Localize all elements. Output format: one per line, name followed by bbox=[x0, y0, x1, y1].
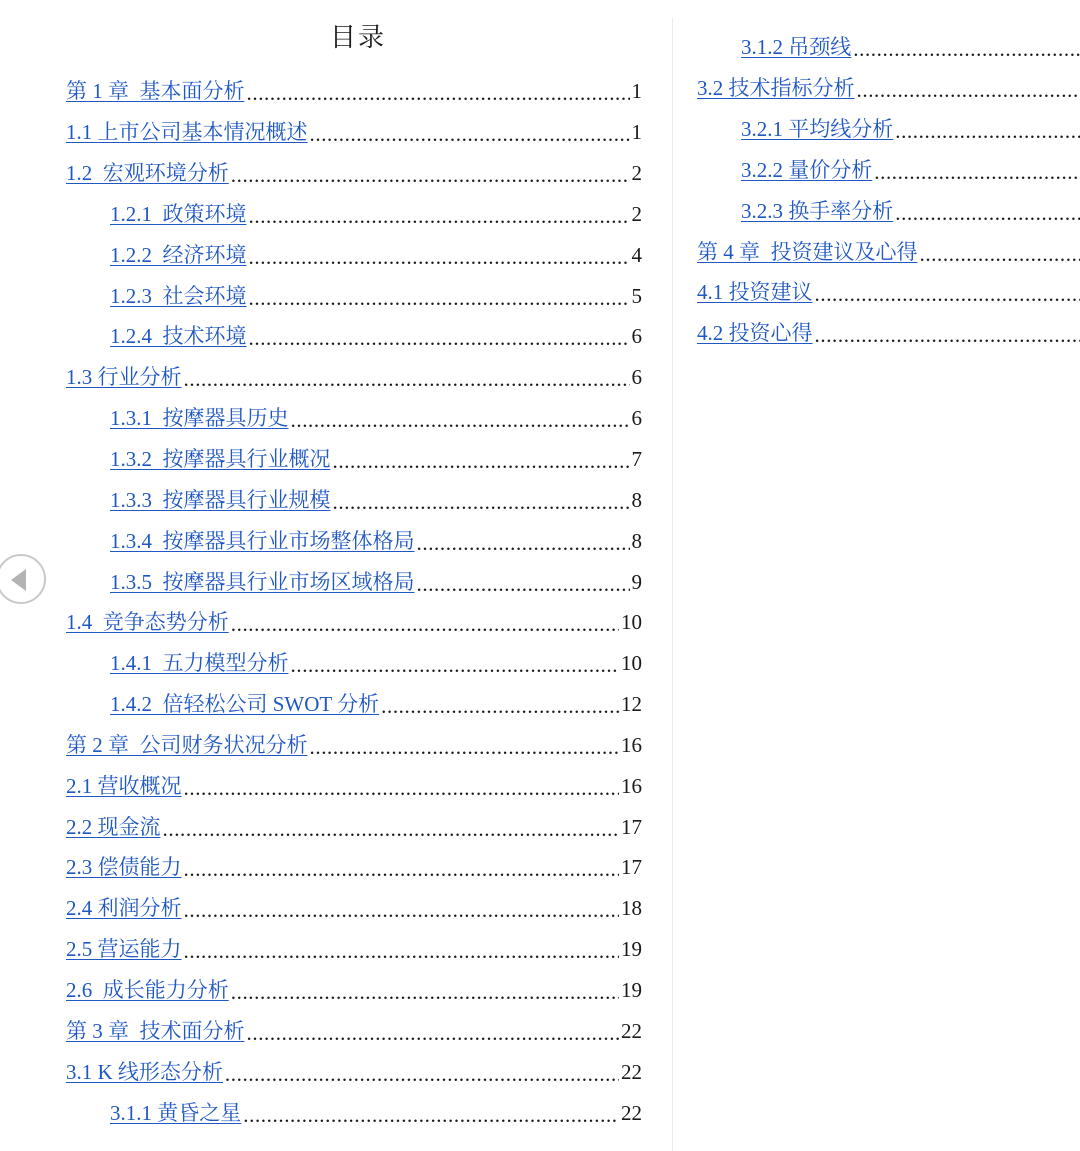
toc-entry[interactable] bbox=[673, 27, 1080, 68]
toc-entry[interactable] bbox=[0, 684, 672, 725]
toc-entry-link[interactable]: 1.3.1 按摩器具历史 bbox=[110, 406, 289, 431]
toc-dot-leader bbox=[231, 162, 630, 188]
toc-entry[interactable] bbox=[673, 231, 1080, 272]
toc-page-number: 19 bbox=[621, 937, 642, 962]
toc-entry-link[interactable]: 4.2 投资心得 bbox=[697, 321, 813, 346]
toc-dot-leader bbox=[247, 80, 630, 106]
toc-dot-leader bbox=[381, 693, 619, 719]
toc-entry-link[interactable]: 2.5 营运能力 bbox=[66, 937, 182, 962]
toc-page-number: 22 bbox=[621, 1018, 642, 1043]
toc-entry[interactable] bbox=[0, 398, 672, 439]
toc-page-number: 6 bbox=[631, 324, 642, 349]
toc-dot-leader bbox=[920, 241, 1080, 267]
toc-entry-link[interactable]: 3.2.3 换手率分析 bbox=[741, 198, 894, 223]
toc-entry[interactable] bbox=[673, 68, 1080, 109]
toc-entry-link[interactable]: 1.3.2 按摩器具行业概况 bbox=[110, 447, 331, 472]
toc-entry[interactable] bbox=[0, 602, 672, 643]
toc-title: 目录 bbox=[329, 23, 386, 52]
toc-entry[interactable] bbox=[0, 316, 672, 357]
toc-page-number: 7 bbox=[631, 447, 642, 472]
toc-entry-link[interactable]: 2.1 营收概况 bbox=[66, 773, 182, 798]
toc-dot-leader bbox=[291, 407, 630, 433]
toc-entry[interactable] bbox=[0, 112, 672, 153]
toc-page-number: 22 bbox=[621, 1100, 642, 1125]
toc-dot-leader bbox=[249, 285, 630, 311]
toc-entry-link[interactable]: 1.1 上市公司基本情况概述 bbox=[66, 120, 308, 145]
toc-entry-link[interactable]: 3.2.2 量价分析 bbox=[741, 157, 873, 182]
toc-entry-link[interactable]: 1.2.1 政策环境 bbox=[110, 201, 247, 226]
toc-dot-leader bbox=[225, 1061, 619, 1087]
toc-page-number: 5 bbox=[631, 283, 642, 308]
toc-page-number: 8 bbox=[631, 487, 642, 512]
toc-entry[interactable] bbox=[0, 275, 672, 316]
toc-dot-leader bbox=[857, 77, 1080, 103]
toc-entry-link[interactable]: 1.2.3 社会环境 bbox=[110, 283, 247, 308]
toc-entry-link[interactable]: 3.1.1 黄昏之星 bbox=[110, 1100, 242, 1125]
toc-entry[interactable] bbox=[0, 1010, 672, 1051]
toc-page-number: 6 bbox=[631, 406, 642, 431]
toc-entry-link[interactable]: 3.1 K 线形态分析 bbox=[66, 1059, 223, 1084]
toc-entry-link[interactable]: 1.2.2 经济环境 bbox=[110, 242, 247, 267]
toc-entry[interactable] bbox=[0, 765, 672, 806]
toc-entry-link[interactable]: 1.3.5 按摩器具行业市场区域格局 bbox=[110, 569, 415, 594]
toc-entry-link[interactable]: 2.3 偿债能力 bbox=[66, 855, 182, 880]
toc-entry-link[interactable]: 1.2 宏观环境分析 bbox=[66, 161, 229, 186]
toc-dot-leader bbox=[333, 489, 630, 515]
toc-entry[interactable] bbox=[0, 234, 672, 275]
toc-dot-leader bbox=[184, 856, 620, 882]
toc-entry[interactable] bbox=[0, 1051, 672, 1092]
toc-entry[interactable] bbox=[0, 520, 672, 561]
toc-dot-leader bbox=[815, 322, 1080, 348]
toc-entry-link[interactable]: 1.3.3 按摩器具行业规模 bbox=[110, 487, 331, 512]
toc-page-number: 6 bbox=[631, 365, 642, 390]
toc-entry[interactable] bbox=[0, 970, 672, 1011]
toc-dot-leader bbox=[249, 203, 630, 229]
toc-dot-leader bbox=[243, 1102, 619, 1128]
toc-dot-leader bbox=[874, 159, 1080, 185]
toc-page-number: 17 bbox=[621, 855, 642, 880]
toc-entry-link[interactable]: 3.2.1 平均线分析 bbox=[741, 117, 894, 142]
toc-page-number: 10 bbox=[621, 610, 642, 635]
toc-entry[interactable] bbox=[673, 109, 1080, 150]
toc-entry-link[interactable]: 1.3.4 按摩器具行业市场整体格局 bbox=[110, 528, 415, 553]
chevron-left-icon bbox=[11, 569, 26, 591]
toc-dot-leader bbox=[184, 897, 620, 923]
toc-page-number: 16 bbox=[621, 732, 642, 757]
toc-dot-leader bbox=[895, 118, 1080, 144]
toc-page-number: 17 bbox=[621, 814, 642, 839]
toc-entry[interactable] bbox=[673, 190, 1080, 231]
toc-list-left bbox=[0, 71, 672, 1133]
toc-dot-leader bbox=[417, 530, 630, 556]
toc-entry[interactable] bbox=[0, 561, 672, 602]
toc-dot-leader bbox=[231, 611, 619, 637]
toc-entry-link[interactable]: 1.4.2 倍轻松公司 SWOT 分析 bbox=[110, 692, 380, 717]
toc-entry[interactable] bbox=[0, 929, 672, 970]
toc-entry[interactable] bbox=[673, 313, 1080, 354]
toc-entry[interactable] bbox=[0, 888, 672, 929]
toc-page-number: 16 bbox=[621, 773, 642, 798]
toc-dot-leader bbox=[895, 200, 1080, 226]
toc-entry[interactable] bbox=[0, 439, 672, 480]
toc-dot-leader bbox=[184, 775, 620, 801]
toc-entry[interactable] bbox=[0, 357, 672, 398]
toc-entry-link[interactable]: 第 3 章 技术面分析 bbox=[66, 1018, 245, 1043]
toc-entry-link[interactable]: 4.1 投资建议 bbox=[697, 280, 813, 305]
toc-dot-leader bbox=[163, 816, 620, 842]
toc-page-number: 12 bbox=[621, 692, 642, 717]
toc-dot-leader bbox=[333, 448, 630, 474]
toc-page-number: 2 bbox=[631, 201, 642, 226]
toc-dot-leader bbox=[417, 571, 630, 597]
toc-list-right bbox=[673, 27, 1080, 354]
toc-entry-link[interactable]: 第 4 章 投资建议及心得 bbox=[697, 239, 918, 264]
toc-page-number: 8 bbox=[631, 528, 642, 553]
toc-entry-link[interactable]: 2.4 利润分析 bbox=[66, 896, 182, 921]
toc-dot-leader bbox=[184, 366, 630, 392]
toc-entry-link[interactable]: 1.2.4 技术环境 bbox=[110, 324, 247, 349]
toc-entry[interactable] bbox=[0, 643, 672, 684]
toc-entry[interactable] bbox=[0, 194, 672, 235]
toc-entry-link[interactable]: 1.3 行业分析 bbox=[66, 365, 182, 390]
toc-entry[interactable] bbox=[0, 806, 672, 847]
toc-entry-link[interactable]: 2.6 成长能力分析 bbox=[66, 977, 229, 1002]
toc-dot-leader bbox=[815, 281, 1080, 307]
toc-page-number: 1 bbox=[631, 79, 642, 104]
toc-page-number: 2 bbox=[631, 161, 642, 186]
toc-entry[interactable] bbox=[0, 847, 672, 888]
toc-dot-leader bbox=[231, 979, 619, 1005]
toc-entry[interactable] bbox=[0, 1092, 672, 1133]
toc-entry[interactable] bbox=[0, 71, 672, 112]
toc-entry[interactable] bbox=[673, 150, 1080, 191]
toc-page-number: 19 bbox=[621, 977, 642, 1002]
toc-dot-leader bbox=[310, 121, 630, 147]
toc-dot-leader bbox=[249, 244, 630, 270]
toc-entry-link[interactable]: 1.4 竞争态势分析 bbox=[66, 610, 229, 635]
toc-dot-leader bbox=[249, 325, 630, 351]
toc-page-number: 18 bbox=[621, 896, 642, 921]
toc-entry[interactable] bbox=[0, 479, 672, 520]
toc-entry-link[interactable]: 2.2 现金流 bbox=[66, 814, 161, 839]
toc-page-number: 1 bbox=[631, 120, 642, 145]
toc-page-number: 9 bbox=[631, 569, 642, 594]
toc-entry-link[interactable]: 3.2 技术指标分析 bbox=[697, 76, 855, 101]
toc-entry[interactable] bbox=[673, 272, 1080, 313]
toc-entry-link[interactable]: 第 2 章 公司财务状况分析 bbox=[66, 732, 308, 757]
toc-entry-link[interactable]: 3.1.2 吊颈线 bbox=[741, 35, 852, 60]
toc-dot-leader bbox=[853, 36, 1080, 62]
toc-dot-leader bbox=[291, 652, 620, 678]
toc-page-number: 22 bbox=[621, 1059, 642, 1084]
document-page-right bbox=[673, 0, 1080, 1151]
toc-entry-link[interactable]: 1.4.1 五力模型分析 bbox=[110, 651, 289, 676]
toc-entry-link[interactable]: 第 1 章 基本面分析 bbox=[66, 79, 245, 104]
toc-dot-leader bbox=[184, 938, 620, 964]
toc-page-number: 4 bbox=[631, 242, 642, 267]
toc-entry[interactable] bbox=[0, 153, 672, 194]
toc-dot-leader bbox=[247, 1020, 620, 1046]
toc-page-number: 10 bbox=[621, 651, 642, 676]
toc-dot-leader bbox=[310, 734, 620, 760]
toc-entry[interactable] bbox=[0, 725, 672, 766]
